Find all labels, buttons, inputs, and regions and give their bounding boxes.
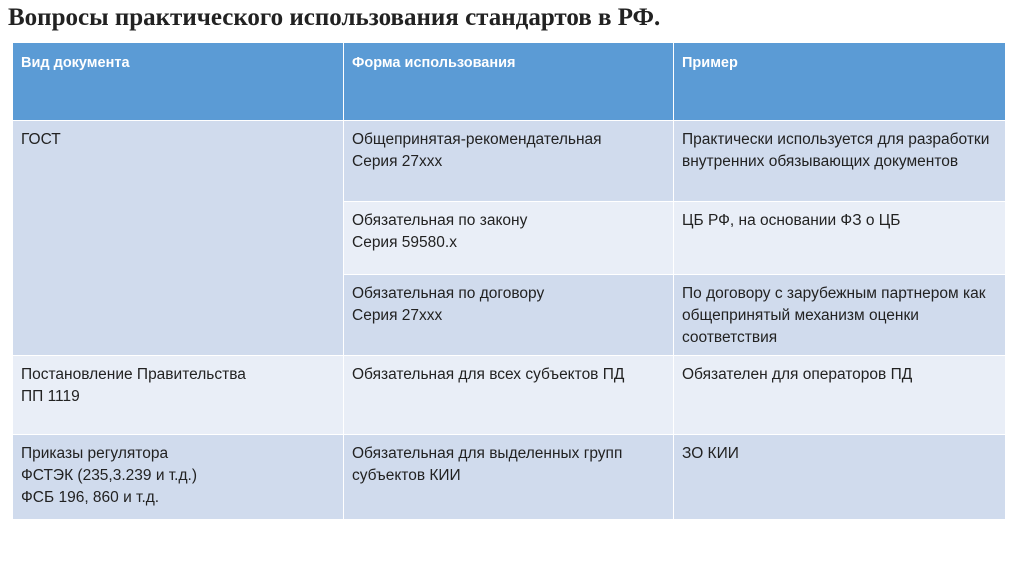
cell-doc-type: Постановление Правительства ПП 1119 — [13, 356, 344, 435]
cell-form: Общепринятая-рекомендательная Серия 27ххх — [344, 121, 674, 202]
cell-form: Обязательная для всех субъектов ПД — [344, 356, 674, 435]
cell-example: ЗО КИИ — [674, 435, 1006, 520]
header-form: Форма использования — [344, 43, 674, 121]
table-row — [13, 356, 1006, 435]
cell-doc-type: ГОСТ — [13, 121, 344, 356]
cell-example: Обязателен для операторов ПД — [674, 356, 1006, 435]
cell-form: Обязательная по договору Серия 27ххх — [344, 275, 674, 356]
cell-doc-type: Приказы регулятора ФСТЭК (235,3.239 и т.д.) ФСБ 196, 860 и т.д. — [13, 435, 344, 520]
cell-example: По договору с зарубежным партнером как общепринятый механизм оценки соответствия — [674, 275, 1006, 356]
cell-example: Практически используется для разработки внутренних обязывающих документов — [674, 121, 1006, 202]
header-doc-type: Вид документа — [13, 43, 344, 121]
header-example: Пример — [674, 43, 1006, 121]
table-row — [13, 435, 1006, 520]
cell-form: Обязательная по закону Серия 59580.х — [344, 202, 674, 275]
cell-example: ЦБ РФ, на основании ФЗ о ЦБ — [674, 202, 1006, 275]
slide-title: Вопросы практического использования стандартов в РФ. — [8, 4, 661, 31]
header-row — [13, 43, 1006, 121]
table-row — [13, 121, 1006, 202]
standards-table — [12, 42, 1006, 520]
cell-form: Обязательная для выделенных групп субъектов КИИ — [344, 435, 674, 520]
